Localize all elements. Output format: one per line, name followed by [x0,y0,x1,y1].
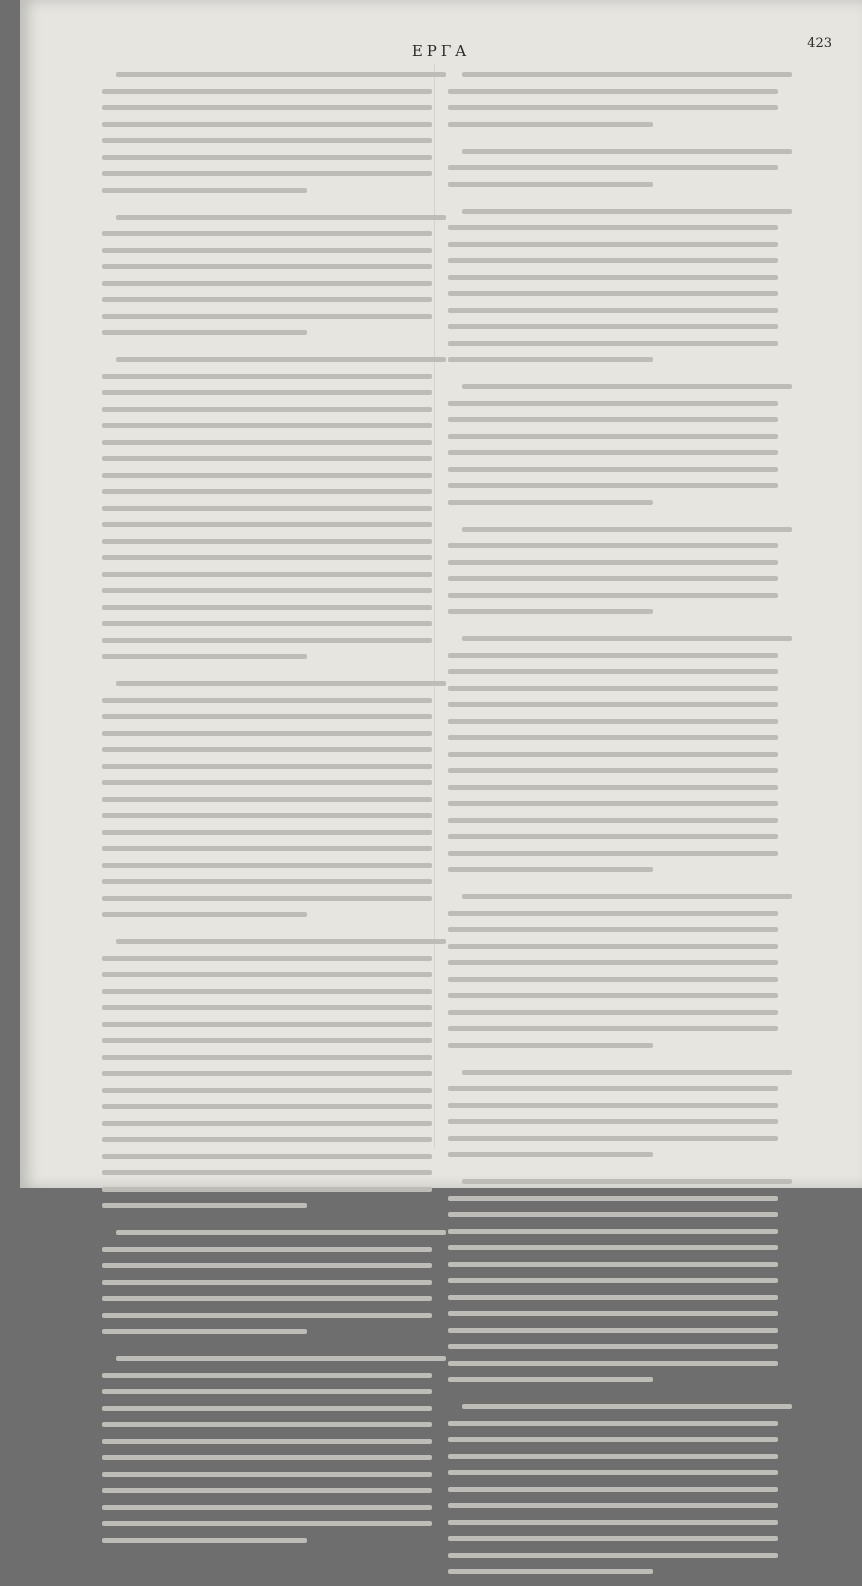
text-line-placeholder [448,1421,778,1426]
text-line-placeholder [102,813,432,818]
text-line-placeholder [102,1022,432,1027]
text-line-placeholder [102,1455,432,1460]
text-line-placeholder [448,1470,778,1475]
text-line-placeholder [448,560,778,565]
text-line-placeholder [102,1187,432,1192]
text-line-placeholder [102,407,432,412]
text-line-placeholder [448,1152,653,1157]
text-line-placeholder [102,1422,432,1427]
text-line-placeholder [448,1278,778,1283]
text-line-placeholder [102,1296,432,1301]
text-line-placeholder [102,473,432,478]
text-line-placeholder [448,1262,778,1267]
text-line-placeholder [102,731,432,736]
text-line-placeholder [462,636,792,641]
text-line-placeholder [448,960,778,965]
text-line-placeholder [102,314,432,319]
text-line-placeholder [102,1170,432,1175]
text-line-placeholder [448,1119,778,1124]
text-line-placeholder [102,638,432,643]
text-line-placeholder [102,1247,432,1252]
text-line-placeholder [102,621,432,626]
text-line-placeholder [102,188,307,193]
text-line-placeholder [116,357,446,362]
text-line-placeholder [448,182,653,187]
text-line-placeholder [102,1154,432,1159]
text-line-placeholder [102,555,432,560]
text-line-placeholder [448,911,778,916]
text-line-placeholder [448,417,778,422]
text-line-placeholder [448,1245,778,1250]
text-line-placeholder [448,1086,778,1091]
text-line-placeholder [116,72,446,77]
text-line-placeholder [448,89,778,94]
text-line-placeholder [102,155,432,160]
text-line-placeholder [462,384,792,389]
text-line-placeholder [102,698,432,703]
text-line-placeholder [102,1071,432,1076]
text-line-placeholder [102,1104,432,1109]
text-line-placeholder [102,605,432,610]
book-page [20,0,862,1188]
text-line-placeholder [116,1230,446,1235]
text-line-placeholder [448,258,778,263]
text-line-placeholder [448,242,778,247]
text-line-placeholder [462,1404,792,1409]
text-line-placeholder [462,894,792,899]
text-line-placeholder [102,1329,307,1334]
text-line-placeholder [102,105,432,110]
text-line-placeholder [448,1103,778,1108]
text-line-placeholder [462,1070,792,1075]
text-line-placeholder [102,1137,432,1142]
text-line-placeholder [102,1121,432,1126]
text-line-placeholder [102,912,307,917]
text-line-placeholder [448,576,778,581]
text-line-placeholder [448,609,653,614]
text-line-placeholder [102,231,432,236]
text-line-placeholder [102,390,432,395]
text-line-placeholder [448,483,778,488]
text-line-placeholder [102,780,432,785]
text-line-placeholder [102,248,432,253]
text-line-placeholder [448,1328,778,1333]
text-line-placeholder [448,927,778,932]
text-line-placeholder [102,1373,432,1378]
text-line-placeholder [462,149,792,154]
text-line-placeholder [102,281,432,286]
text-line-placeholder [448,719,778,724]
text-line-placeholder [448,1520,778,1525]
text-line-placeholder [448,993,778,998]
text-line-placeholder [448,1010,778,1015]
text-line-placeholder [448,500,653,505]
text-line-placeholder [448,1536,778,1541]
text-line-placeholder [102,1488,432,1493]
text-line-placeholder [102,896,432,901]
text-line-placeholder [102,1406,432,1411]
text-line-placeholder [448,165,778,170]
text-line-placeholder [102,572,432,577]
right-text-column [448,72,778,1586]
text-line-placeholder [448,1437,778,1442]
text-line-placeholder [102,830,432,835]
text-line-placeholder [102,654,307,659]
text-line-placeholder [448,593,778,598]
text-line-placeholder [102,374,432,379]
text-line-placeholder [102,1538,307,1543]
text-line-placeholder [102,1505,432,1510]
text-line-placeholder [102,588,432,593]
text-line-placeholder [102,423,432,428]
text-line-placeholder [102,122,432,127]
page-number: 423 [807,36,832,51]
text-line-placeholder [448,467,778,472]
text-line-placeholder [448,818,778,823]
text-line-placeholder [102,264,432,269]
text-line-placeholder [448,1553,778,1558]
text-line-placeholder [448,653,778,658]
text-line-placeholder [448,768,778,773]
text-line-placeholder [448,324,778,329]
text-line-placeholder [462,72,792,77]
left-text-column [102,72,432,1554]
text-line-placeholder [102,1005,432,1010]
text-line-placeholder [102,539,432,544]
text-line-placeholder [102,440,432,445]
text-line-placeholder [448,977,778,982]
text-line-placeholder [448,834,778,839]
text-line-placeholder [448,669,778,674]
text-line-placeholder [116,1356,446,1361]
text-line-placeholder [102,879,432,884]
text-line-placeholder [448,543,778,548]
text-line-placeholder [448,122,653,127]
text-line-placeholder [102,456,432,461]
text-line-placeholder [102,1088,432,1093]
text-line-placeholder [448,357,653,362]
text-line-placeholder [448,450,778,455]
text-line-placeholder [448,851,778,856]
text-line-placeholder [448,291,778,296]
text-line-placeholder [448,1487,778,1492]
text-line-placeholder [102,797,432,802]
text-line-placeholder [102,506,432,511]
text-line-placeholder [448,1136,778,1141]
text-line-placeholder [102,1439,432,1444]
text-line-placeholder [448,944,778,949]
text-line-placeholder [448,1503,778,1508]
text-line-placeholder [448,867,653,872]
text-line-placeholder [116,215,446,220]
text-line-placeholder [102,1203,307,1208]
text-line-placeholder [102,1280,432,1285]
text-line-placeholder [448,308,778,313]
text-line-placeholder [448,1212,778,1217]
text-line-placeholder [102,956,432,961]
text-line-placeholder [102,972,432,977]
text-line-placeholder [448,735,778,740]
text-line-placeholder [448,1026,778,1031]
text-line-placeholder [102,863,432,868]
text-line-placeholder [102,1038,432,1043]
text-line-placeholder [102,138,432,143]
text-line-placeholder [102,297,432,302]
text-line-placeholder [448,434,778,439]
text-line-placeholder [462,527,792,532]
text-line-placeholder [102,1472,432,1477]
text-line-placeholder [448,341,778,346]
running-head: ΕΡΓΑ [411,42,471,60]
text-line-placeholder [116,939,446,944]
text-line-placeholder [448,686,778,691]
text-line-placeholder [102,989,432,994]
text-line-placeholder [448,1229,778,1234]
text-line-placeholder [102,1313,432,1318]
text-line-placeholder [448,702,778,707]
text-line-placeholder [448,785,778,790]
text-line-placeholder [116,681,446,686]
text-line-placeholder [102,764,432,769]
text-line-placeholder [102,522,432,527]
text-line-placeholder [102,1263,432,1268]
text-line-placeholder [102,1389,432,1394]
text-line-placeholder [102,1521,432,1526]
text-line-placeholder [448,225,778,230]
text-line-placeholder [462,209,792,214]
text-line-placeholder [448,1344,778,1349]
text-line-placeholder [448,1377,653,1382]
text-line-placeholder [448,752,778,757]
text-line-placeholder [448,1295,778,1300]
text-line-placeholder [448,1569,653,1574]
column-gutter [434,64,435,1148]
text-line-placeholder [448,105,778,110]
text-line-placeholder [102,846,432,851]
text-line-placeholder [102,89,432,94]
text-line-placeholder [102,330,307,335]
text-line-placeholder [448,275,778,280]
text-line-placeholder [462,1179,792,1184]
text-line-placeholder [102,1055,432,1060]
text-line-placeholder [448,1043,653,1048]
text-line-placeholder [448,1361,778,1366]
text-line-placeholder [448,1454,778,1459]
text-line-placeholder [448,801,778,806]
text-line-placeholder [448,1311,778,1316]
text-line-placeholder [102,489,432,494]
text-line-placeholder [102,171,432,176]
text-line-placeholder [102,714,432,719]
text-line-placeholder [102,747,432,752]
text-line-placeholder [448,401,778,406]
